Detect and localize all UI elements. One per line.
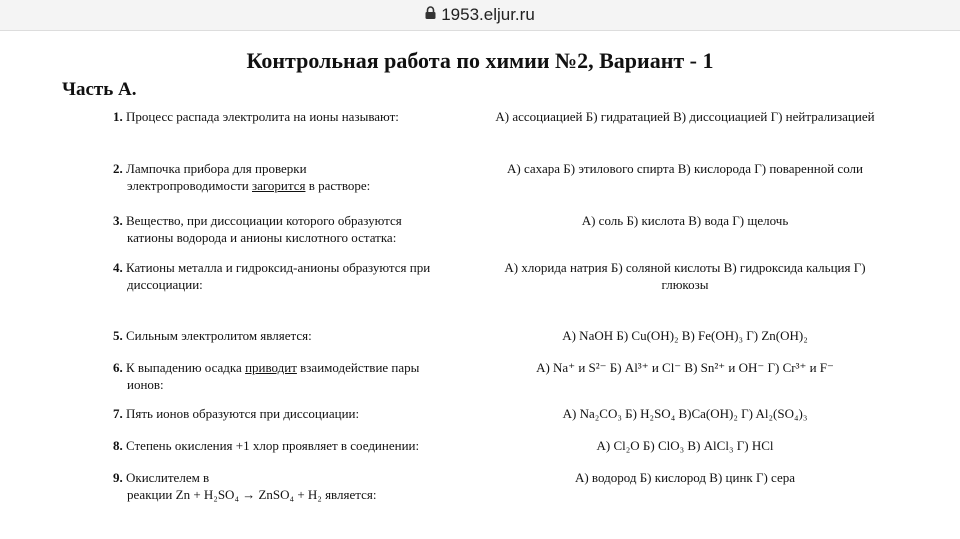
question-text: Степень окисления +1 хлор проявляет в соединении: [126, 438, 420, 453]
answers-line2: глюкозы [661, 277, 709, 292]
answers-5: А) NaOH Б) Cu(OH)₂ В) Fe(OH)₃ Г) Zn(OH)₂ [562, 328, 808, 343]
answers-4 [470, 259, 900, 293]
answers-8: А) Cl₂O Б) ClO₃ В) AlCl₃ Г) HCl [596, 438, 774, 453]
question-5 [113, 327, 473, 344]
question-4 [113, 259, 473, 293]
question-3 [113, 212, 473, 246]
question-text-line1: Окислителем в [126, 470, 210, 485]
underlined-word: приводит [245, 360, 297, 375]
answers-6: А) Na⁺ и S²⁻ Б) Al³⁺ и Cl⁻ В) Sn²⁺ и OH⁻ Г) Cr³⁺ и F⁻ [536, 360, 834, 375]
question-text-line2: катионы водорода и анионы кислотного остатка: [127, 230, 397, 245]
answers-1: А) ассоциацией Б) гидратацией В) диссоциацией Г) нейтрализацией [495, 109, 875, 124]
question-text-line2: диссоциации: [127, 277, 203, 292]
question-text-line2: ионов: [127, 377, 164, 392]
question-text-line1: Лампочка прибора для проверки [126, 161, 307, 176]
underlined-word: загорится [252, 178, 306, 193]
question-7 [113, 405, 473, 422]
question-text-line2: реакции Zn + H₂SO₄ → ZnSO₄ + H₂ является: [127, 487, 377, 502]
page-title: Контрольная работа по химии №2, Вариант - 1 [246, 48, 714, 73]
question-number: 6. [113, 360, 123, 375]
question-number: 2. [113, 161, 123, 176]
question-9 [113, 469, 473, 503]
question-text: Пять ионов образуются при диссоциации: [126, 406, 360, 421]
question-6: 6. К выпадению осадка приводит взаимодействие пары ионов: [113, 359, 473, 393]
question-number: 8. [113, 438, 123, 453]
url-text: 1953.eljur.ru [441, 5, 535, 24]
question-1 [113, 108, 473, 125]
question-text: Процесс распада электролита на ионы называют: [126, 109, 399, 124]
part-heading: Часть А. [62, 79, 137, 100]
question-number: 9. [113, 470, 123, 485]
lock-icon [425, 4, 436, 24]
question-2 [113, 160, 473, 194]
answers-7: А) Na₂CO₃ Б) H₂SO₄ В)Ca(OH)₂ Г) Al₂(SO₄)₃ [562, 406, 808, 421]
question-text-line1: Катионы металла и гидроксид-анионы образуются при [126, 260, 431, 275]
question-text-line1: Вещество, при диссоциации которого образуются [126, 213, 402, 228]
question-number: 4. [113, 260, 123, 275]
question-text-line2: электропроводимости загорится в растворе: [127, 178, 371, 193]
question-number: 5. [113, 328, 123, 343]
answers-9: А) водород Б) кислород В) цинк Г) сера [574, 470, 796, 485]
question-number: 7. [113, 406, 123, 421]
question-8 [113, 437, 473, 454]
question-text: Сильным электролитом является: [126, 328, 312, 343]
answers-line1: А) хлорида натрия Б) соляной кислоты В) гидроксида кальция Г) [504, 260, 866, 275]
answers-3: А) соль Б) кислота В) вода Г) щелочь [581, 213, 789, 228]
question-number: 1. [113, 109, 123, 124]
address-bar[interactable] [0, 0, 960, 31]
question-number: 3. [113, 213, 123, 228]
answers-2: А) сахара Б) этилового спирта В) кислорода Г) поваренной соли [507, 161, 863, 176]
